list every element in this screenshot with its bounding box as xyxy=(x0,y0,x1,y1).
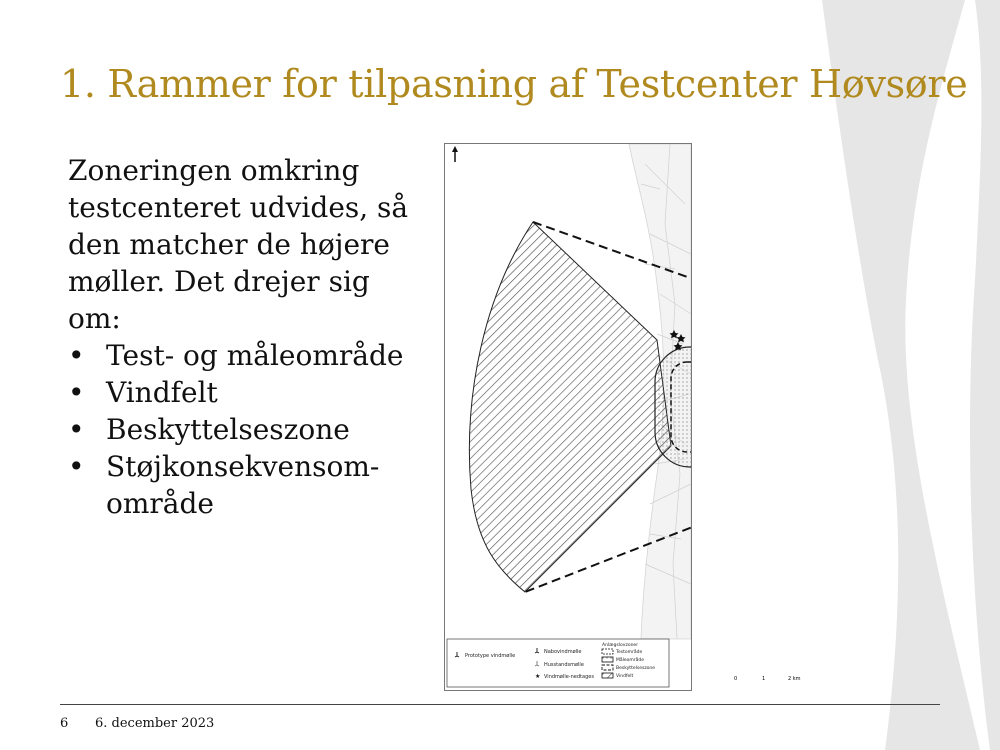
footer-date: 6. december 2023 xyxy=(95,716,215,731)
scale-label-one: 1 xyxy=(762,676,766,682)
legend-nabo: Nabovindmølle xyxy=(544,649,582,655)
list-item: • Vindfelt xyxy=(68,374,418,411)
legend-maaleomraade: Måleområde xyxy=(616,658,645,663)
maaleomraade-zone xyxy=(655,347,691,467)
legend-nedtages: Vindmølle-nedtages xyxy=(544,674,594,680)
scale-label-two: 2 km xyxy=(788,676,801,682)
zone-list xyxy=(68,337,418,522)
legend-prototype: Prototype vindmølle xyxy=(465,653,516,659)
list-item: • Støjkonsekvensom-område xyxy=(68,448,418,522)
slide-body xyxy=(68,152,418,522)
page-number: 6 xyxy=(60,716,69,731)
legend-beskyttelseszone: Beskyttelseszone xyxy=(616,666,656,671)
map-svg xyxy=(445,144,691,690)
list-item: • Test- og måleområde xyxy=(68,337,418,374)
footer-divider xyxy=(60,704,940,705)
decor-shape-large xyxy=(822,0,980,750)
map-legend xyxy=(447,639,669,687)
intro-paragraph: Zoneringen omkring testcenteret udvides, så den matcher de højere møller. Det drejer sig om: xyxy=(68,154,409,335)
scale-label-zero: 0 xyxy=(734,676,738,682)
north-arrow-icon xyxy=(452,146,458,162)
zoning-map xyxy=(444,143,692,691)
vindfelt-zone xyxy=(469,222,671,592)
list-item: • Beskyttelseszone xyxy=(68,411,418,448)
decor-shape-right xyxy=(970,0,1000,750)
legend-husstand: Husstandsmølle xyxy=(544,662,584,668)
legend-testomraade: Testområde xyxy=(616,650,643,655)
legend-vindfelt: Vindfelt xyxy=(616,674,634,679)
svg-text:★: ★ xyxy=(535,673,541,680)
scale-labels xyxy=(734,676,801,684)
slide-title: 1. Rammer for tilpasning af Testcenter Høvsøre xyxy=(60,62,968,106)
legend-anlaeg-header: Anlægslovzoner xyxy=(602,643,639,648)
